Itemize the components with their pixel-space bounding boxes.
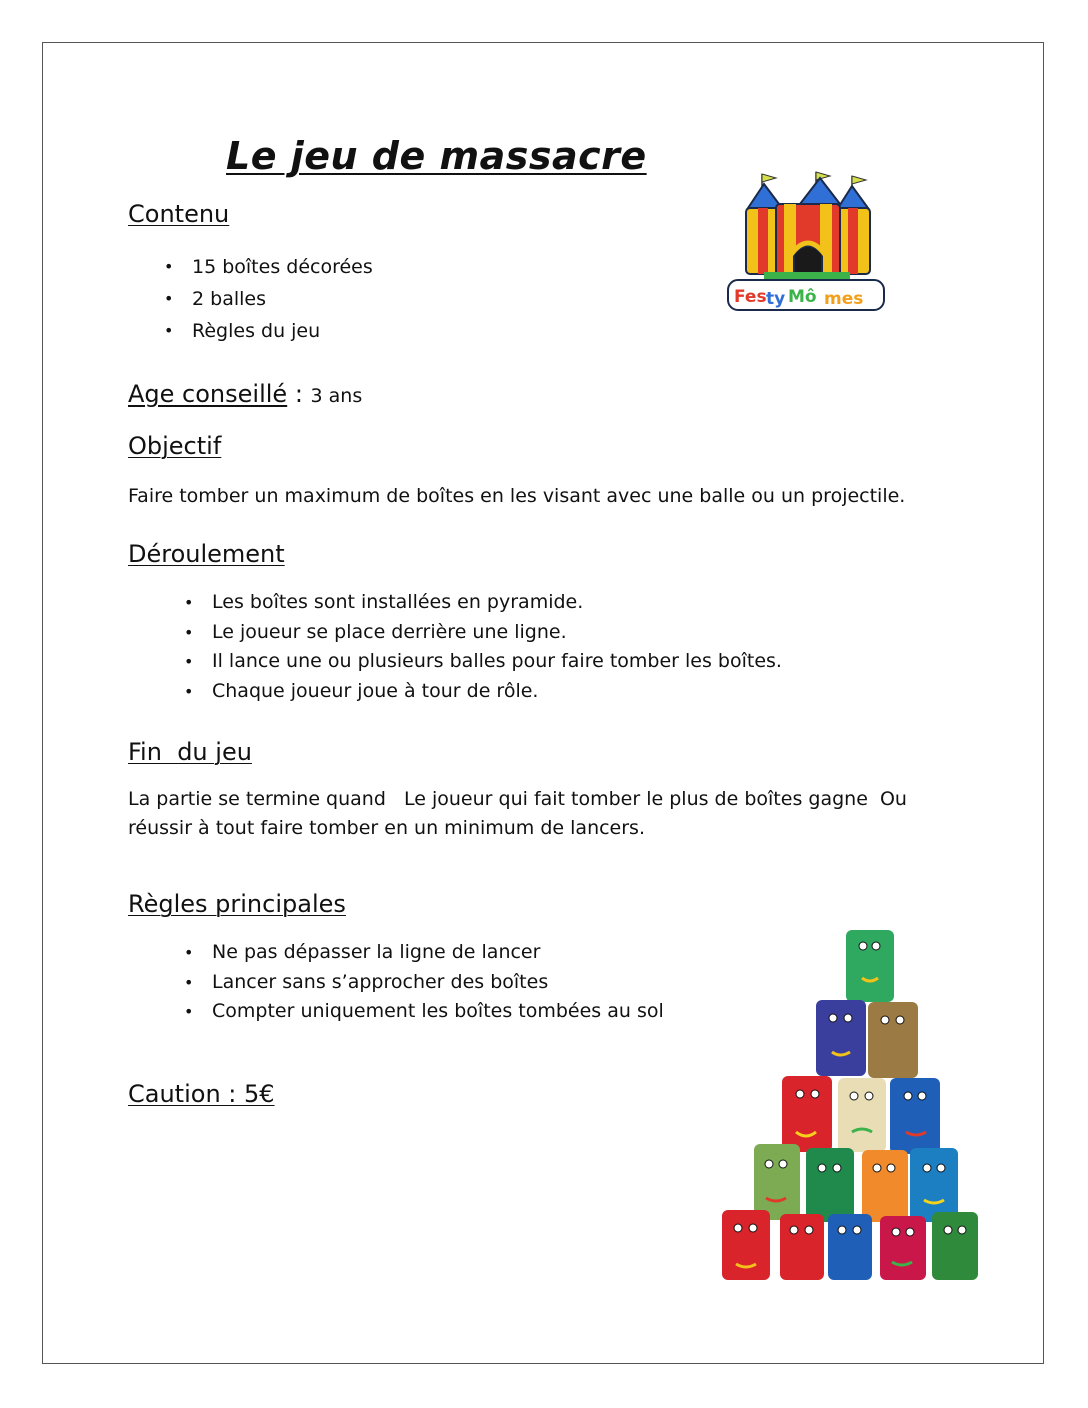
can-row-5: [846, 930, 894, 1002]
heading-objectif: Objectif: [128, 432, 222, 460]
heading-deroulement: Déroulement: [128, 540, 285, 568]
list-item: • Il lance une ou plusieurs balles pour faire tomber les boîtes.: [212, 647, 782, 677]
list-item: • Règles du jeu: [192, 315, 373, 347]
age-separator: :: [287, 380, 311, 408]
tin-can-pyramid: [720, 928, 982, 1280]
can-row-4: [816, 1000, 918, 1078]
svg-text:Fes: Fes: [734, 287, 767, 307]
heading-age: Age conseillé: [128, 380, 288, 408]
objectif-text: Faire tomber un maximum de boîtes en les visant avec une balle ou un projectile.: [128, 485, 906, 507]
list-item: • 2 balles: [192, 283, 373, 315]
can-row-2: [754, 1144, 958, 1222]
page-title: Le jeu de massacre: [226, 134, 647, 178]
list-item: • Chaque joueur joue à tour de rôle.: [212, 677, 782, 707]
fin-text-line2: réussir à tout faire tomber en un minimum de lancers.: [128, 817, 645, 839]
can-row-3: [782, 1076, 940, 1154]
heading-fin: Fin du jeu: [128, 738, 252, 766]
list-item: • Le joueur se place derrière une ligne.: [212, 618, 782, 648]
svg-text:mes: mes: [824, 289, 864, 309]
list-item: • Les boîtes sont installées en pyramide.: [212, 588, 782, 618]
list-item: • Lancer sans s’approcher des boîtes: [212, 968, 664, 998]
list-contenu: [192, 251, 373, 347]
list-regles: [212, 938, 664, 1027]
age-line: [128, 380, 362, 408]
age-value: 3 ans: [310, 385, 363, 407]
bouncy-castle-logo: [724, 168, 888, 316]
svg-text:ty: ty: [766, 289, 786, 309]
list-deroulement: [212, 588, 782, 706]
fin-text-line1: La partie se termine quand Le joueur qui fait tomber le plus de boîtes gagne Ou: [128, 788, 907, 810]
list-item: • 15 boîtes décorées: [192, 251, 373, 283]
svg-text:Mô: Mô: [788, 287, 817, 307]
heading-regles: Règles principales: [128, 890, 346, 918]
heading-caution: Caution : 5€: [128, 1080, 275, 1108]
heading-contenu: Contenu: [128, 200, 230, 228]
can-row-1: [722, 1210, 978, 1280]
list-item: • Compter uniquement les boîtes tombées au sol: [212, 997, 664, 1027]
list-item: • Ne pas dépasser la ligne de lancer: [212, 938, 664, 968]
